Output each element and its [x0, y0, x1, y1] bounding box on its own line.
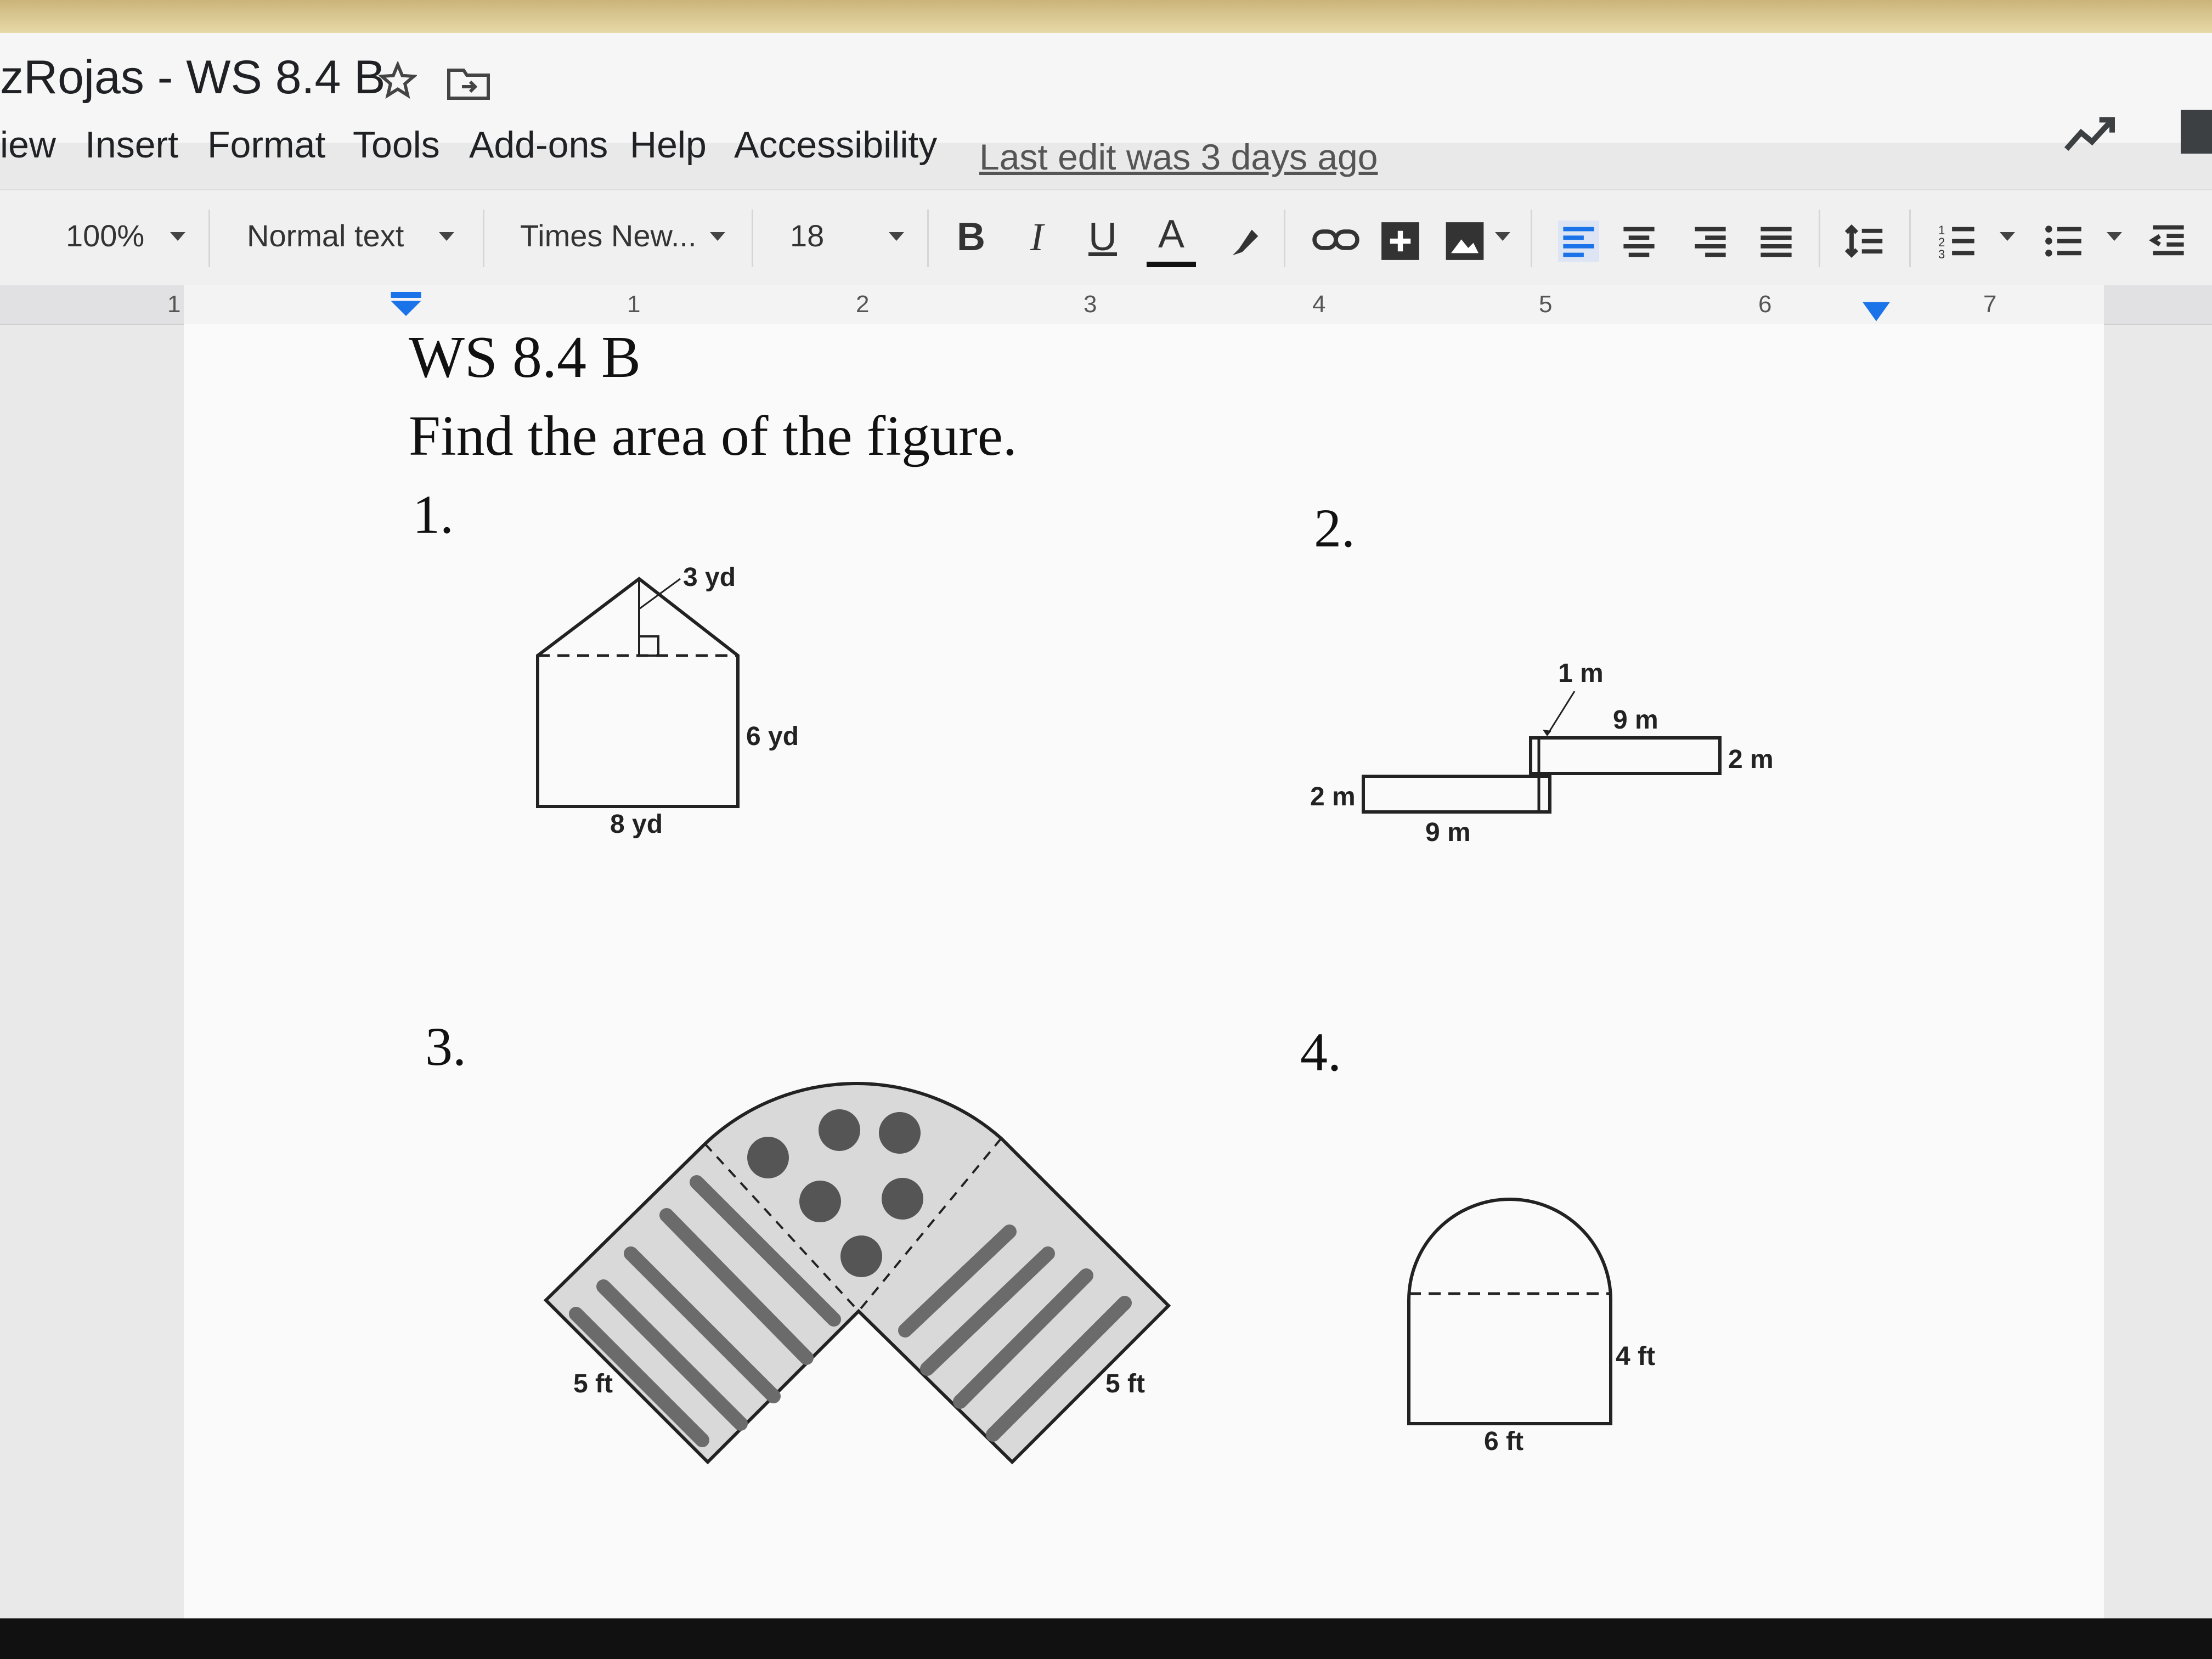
figure-arch-shape: [1404, 1196, 1616, 1426]
menu-view[interactable]: iew: [0, 124, 57, 166]
dimension-label: 6 ft: [1484, 1427, 1523, 1456]
ruler-number: 3: [1084, 291, 1097, 318]
toolbar-divider: [927, 210, 929, 267]
dimension-label: 9 m: [1613, 706, 1658, 735]
highlight-pen-icon[interactable]: [1226, 223, 1265, 262]
menu-bar: [0, 123, 1646, 178]
ruler-number: 2: [856, 291, 870, 318]
ruler-number: 1: [167, 291, 181, 318]
document-instruction: Find the area of the figure.: [409, 404, 1017, 467]
dimension-label: 2 m: [1728, 745, 1774, 774]
menu-addons[interactable]: Add-ons: [469, 124, 608, 166]
ruler-page-area: [184, 285, 2104, 324]
last-edit-link[interactable]: Last edit was 3 days ago: [979, 137, 1378, 177]
dimension-label: 2 m: [1310, 782, 1356, 811]
dimension-label: 3 yd: [683, 563, 736, 592]
problem-number: 1.: [413, 484, 454, 545]
toolbar-divider: [752, 210, 753, 267]
numbered-list-icon[interactable]: [1937, 221, 1978, 262]
formatting-toolbar: [0, 189, 2212, 287]
ruler-number: 7: [1983, 291, 1997, 318]
dimension-label: 5 ft: [1105, 1369, 1145, 1398]
paragraph-style-select[interactable]: Normal text: [247, 218, 404, 253]
text-color-button[interactable]: A: [1147, 207, 1196, 267]
align-center-icon[interactable]: [1618, 221, 1660, 262]
image-caret-icon[interactable]: [1495, 232, 1510, 241]
menu-accessibility[interactable]: Accessibility: [734, 124, 938, 166]
toolbar-divider: [1819, 210, 1820, 267]
dimension-label: 4 ft: [1616, 1342, 1655, 1371]
align-right-icon[interactable]: [1690, 221, 1731, 262]
ruler[interactable]: [0, 285, 2212, 325]
figure-step-shape: [1361, 730, 1723, 817]
document-heading: WS 8.4 B: [409, 325, 641, 390]
side-panel-icon[interactable]: [2181, 110, 2212, 154]
toolbar-divider: [208, 210, 210, 267]
ruler-number: 6: [1758, 291, 1772, 318]
zoom-select[interactable]: 100%: [66, 218, 145, 253]
toolbar-divider: [1284, 210, 1285, 267]
numbered-list-caret-icon[interactable]: [2000, 232, 2015, 241]
font-caret-icon[interactable]: [710, 232, 725, 241]
svg-text:1: 1: [1938, 223, 1945, 237]
underline-button[interactable]: U: [1088, 215, 1117, 259]
zoom-caret-icon[interactable]: [170, 232, 185, 241]
ruler-number: 5: [1539, 291, 1553, 318]
dimension-label: 9 m: [1425, 818, 1471, 847]
bold-button[interactable]: B: [957, 215, 985, 259]
italic-button[interactable]: I: [1030, 215, 1043, 259]
dimension-label: 8 yd: [610, 810, 663, 839]
document-title[interactable]: zRojas - WS 8.4 B: [0, 51, 386, 104]
menu-insert[interactable]: Insert: [85, 124, 179, 166]
indent-marker-icon[interactable]: [391, 292, 421, 316]
ruler-number: 1: [627, 291, 641, 318]
problem-number: 4.: [1300, 1022, 1341, 1082]
toolbar-divider: [483, 210, 484, 267]
style-caret-icon[interactable]: [439, 232, 454, 241]
size-caret-icon[interactable]: [889, 232, 904, 241]
bulleted-list-icon[interactable]: [2044, 221, 2085, 262]
menu-tools[interactable]: Tools: [353, 124, 440, 166]
activity-trend-icon[interactable]: [2063, 112, 2118, 156]
insert-image-icon[interactable]: [1443, 221, 1487, 262]
figure-house-shape: [532, 576, 741, 809]
line-spacing-icon[interactable]: [1843, 221, 1887, 262]
svg-text:3: 3: [1938, 247, 1945, 261]
link-icon[interactable]: [1311, 223, 1361, 256]
menu-help[interactable]: Help: [630, 124, 707, 166]
star-icon[interactable]: [379, 61, 417, 100]
move-to-folder-icon[interactable]: [447, 67, 490, 100]
toolbar-divider: [1909, 210, 1911, 267]
justify-icon[interactable]: [1756, 221, 1797, 262]
font-size-select[interactable]: 18: [790, 218, 825, 253]
right-indent-marker-icon[interactable]: [1863, 302, 1890, 321]
align-left-icon[interactable]: [1558, 221, 1599, 262]
screen-bezel: [0, 1618, 2212, 1659]
svg-text:2: 2: [1938, 235, 1945, 249]
problem-number: 2.: [1314, 498, 1355, 558]
dimension-label: 1 m: [1558, 659, 1604, 688]
top-strip: [0, 0, 2212, 33]
insert-comment-icon[interactable]: [1380, 221, 1421, 262]
decrease-indent-icon[interactable]: [2148, 221, 2189, 262]
dimension-label: 6 yd: [746, 722, 799, 751]
figure-garden-shape: [543, 1089, 1171, 1462]
menu-format[interactable]: Format: [207, 124, 326, 166]
bulleted-list-caret-icon[interactable]: [2107, 232, 2122, 241]
problem-number: 3.: [425, 1016, 466, 1077]
dimension-label: 5 ft: [573, 1369, 613, 1398]
toolbar-divider: [1531, 210, 1532, 267]
ruler-number: 4: [1312, 291, 1326, 318]
font-select[interactable]: Times New...: [520, 218, 697, 253]
